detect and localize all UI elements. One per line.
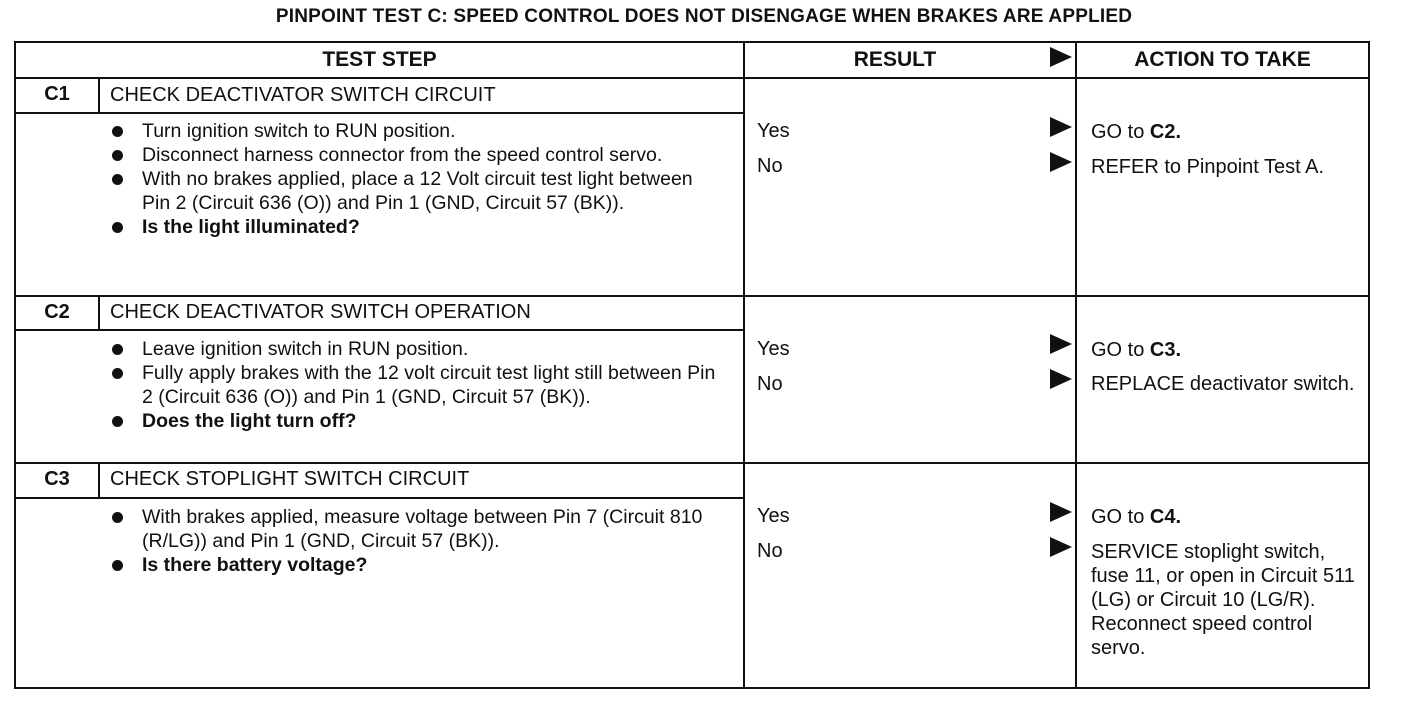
arrow-icon [1050, 47, 1072, 67]
step-instructions [104, 337, 724, 433]
instruction-item: Leave ignition switch in RUN position. [104, 337, 724, 361]
arrow-icon [1050, 152, 1072, 172]
step-divider [16, 295, 1368, 297]
header-result: RESULT [853, 48, 937, 71]
bullet-icon [112, 416, 123, 427]
bullet-icon [112, 344, 123, 355]
action-yes: GO to C3. [1091, 339, 1182, 361]
arrow-icon [1050, 334, 1072, 354]
step-question: Is there battery voltage? [104, 553, 714, 577]
step-divider [16, 462, 1368, 464]
result-no: No [757, 373, 783, 395]
column-divider [743, 43, 745, 687]
step-id: C1 [44, 83, 70, 105]
step-id-divider [98, 462, 100, 497]
bullet-icon [112, 222, 123, 233]
page-title: PINPOINT TEST C: SPEED CONTROL DOES NOT DISENGAGE WHEN BRAKES ARE APPLIED [275, 6, 1133, 27]
action-no: REPLACE deactivator switch. [1091, 373, 1355, 395]
step-id: C3 [44, 468, 70, 490]
step-heading-bottom-rule [16, 329, 743, 331]
instruction-item: Turn ignition switch to RUN position. [104, 119, 724, 143]
header-divider [16, 77, 1368, 79]
header-action: ACTION TO TAKE [1134, 48, 1311, 71]
action-yes: GO to C4. [1091, 506, 1182, 528]
step-id-divider [98, 295, 100, 329]
step-heading: CHECK DEACTIVATOR SWITCH OPERATION [110, 301, 531, 323]
bullet-icon [112, 150, 123, 161]
step-instructions [104, 119, 724, 239]
action-yes: GO to C2. [1091, 121, 1182, 143]
bullet-icon [112, 126, 123, 137]
header-test-step: TEST STEP [322, 48, 437, 71]
instruction-item: Disconnect harness connector from the speed control servo. [104, 143, 724, 167]
step-heading-bottom-rule [16, 497, 743, 499]
arrow-icon [1050, 369, 1072, 389]
bullet-icon [112, 174, 123, 185]
step-heading: CHECK DEACTIVATOR SWITCH CIRCUIT [110, 84, 496, 106]
step-heading-bottom-rule [16, 112, 743, 114]
step-id: C2 [44, 301, 70, 323]
step-heading: CHECK STOPLIGHT SWITCH CIRCUIT [110, 468, 470, 490]
result-yes: Yes [757, 120, 790, 142]
arrow-icon [1050, 117, 1072, 137]
arrow-icon [1050, 537, 1072, 557]
bullet-icon [112, 560, 123, 571]
step-id-divider [98, 77, 100, 112]
result-no: No [757, 155, 783, 177]
result-yes: Yes [757, 338, 790, 360]
action-no: REFER to Pinpoint Test A. [1091, 156, 1325, 178]
step-question: Is the light illuminated? [104, 215, 724, 239]
instruction-item: Fully apply brakes with the 12 volt circuit test light still between Pin 2 (Circuit 636 (O)) and Pin 1 (GND, Circuit 57 (BK)). [104, 361, 724, 409]
result-yes: Yes [757, 505, 790, 527]
step-instructions [104, 505, 714, 577]
instruction-item: With no brakes applied, place a 12 Volt circuit test light between Pin 2 (Circuit 636 (O)) and Pin 1 (GND, Circuit 57 (BK)). [104, 167, 724, 215]
column-divider [1075, 43, 1077, 687]
instruction-item: With brakes applied, measure voltage between Pin 7 (Circuit 810 (R/LG)) and Pin 1 (GND, Circuit 57 (BK)). [104, 505, 714, 553]
step-question: Does the light turn off? [104, 409, 724, 433]
arrow-icon [1050, 502, 1072, 522]
result-no: No [757, 540, 783, 562]
pinpoint-test-table [14, 41, 1370, 689]
bullet-icon [112, 368, 123, 379]
action-no: SERVICE stoplight switch, fuse 11, or open in Circuit 511 (LG) or Circuit 10 (LG/R). Reconnect speed control servo. [1091, 541, 1355, 659]
bullet-icon [112, 512, 123, 523]
